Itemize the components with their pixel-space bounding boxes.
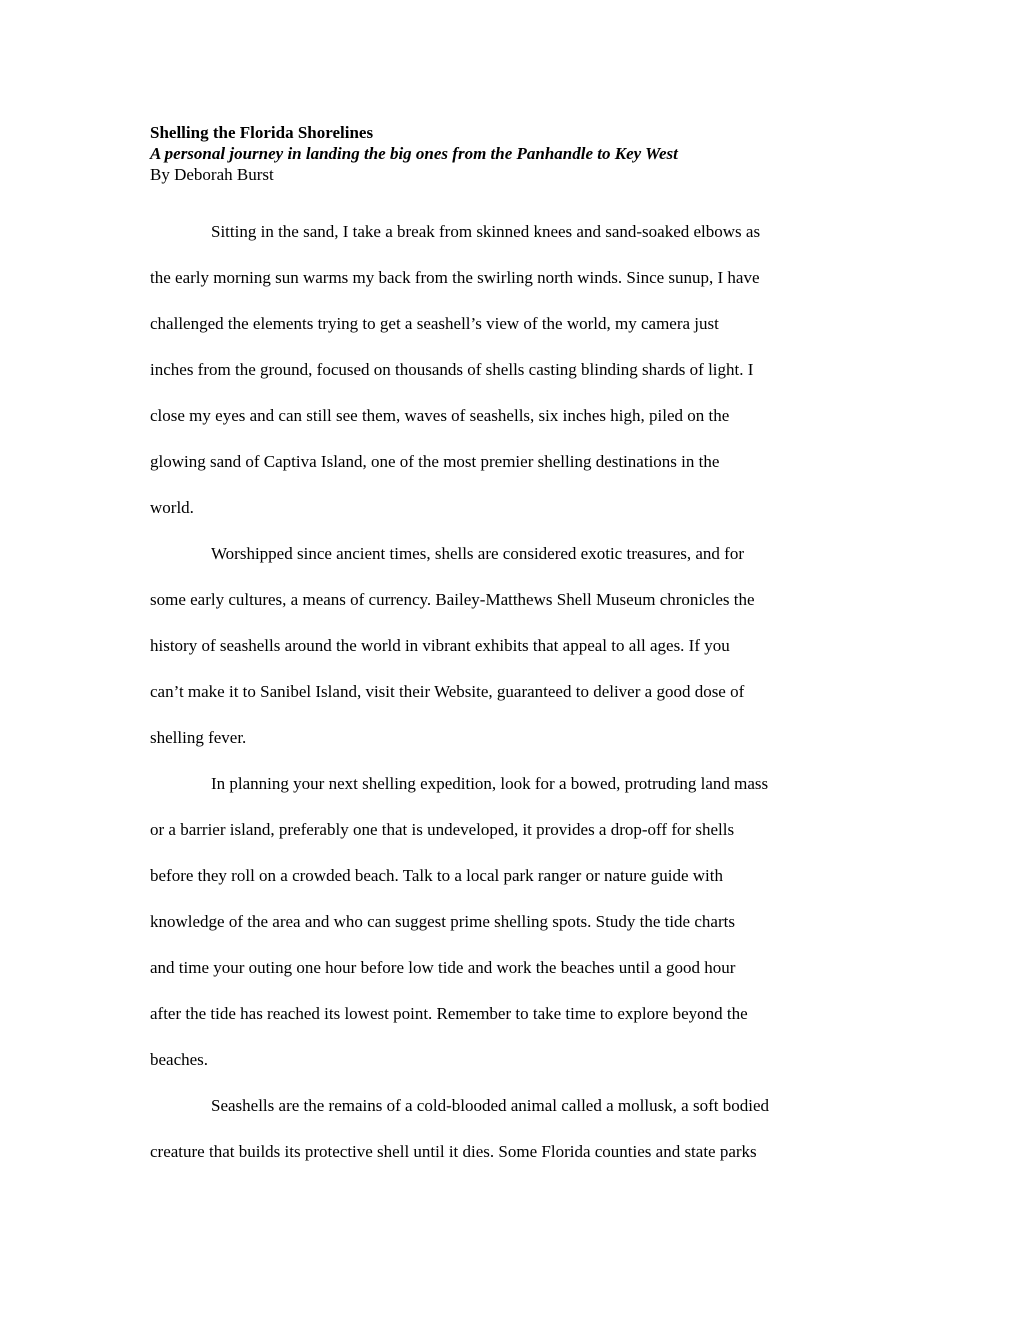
text-line: some early cultures, a means of currency. Bailey-Matthews Shell Museum chronicles the [150,590,755,609]
byline: By Deborah Burst [150,165,274,184]
text-line: before they roll on a crowded beach. Talk to a local park ranger or nature guide with [150,866,723,885]
text-line: In planning your next shelling expedition, look for a bowed, protruding land mass [211,774,769,793]
text-line: and time your outing one hour before low tide and work the beaches until a good hour [150,958,736,977]
text-line: inches from the ground, focused on thousands of shells casting blinding shards of light. I [150,360,754,379]
text-line: shelling fever. [150,728,247,747]
article-text [150,209,875,1175]
text-line: beaches. [150,1050,209,1069]
text-line: Worshipped since ancient times, shells are considered exotic treasures, and for [211,544,745,563]
text-line: creature that builds its protective shell until it dies. Some Florida counties and state parks [150,1142,757,1161]
paragraph-2 [150,531,875,761]
header-block [150,122,875,185]
text-line: or a barrier island, preferably one that is undeveloped, it provides a drop-off for shells [150,820,735,839]
document-body [150,122,875,1175]
text-line: the early morning sun warms my back from the swirling north winds. Since sunup, I have [150,268,760,287]
text-line: after the tide has reached its lowest point. Remember to take time to explore beyond the [150,1004,748,1023]
text-line: history of seashells around the world in vibrant exhibits that appeal to all ages. If you [150,636,730,655]
text-line: knowledge of the area and who can suggest prime shelling spots. Study the tide charts [150,912,735,931]
document-subtitle: A personal journey in landing the big ones from the Panhandle to Key West [150,144,678,163]
text-line: Seashells are the remains of a cold-blooded animal called a mollusk, a soft bodied [211,1096,769,1115]
text-line: Sitting in the sand, I take a break from skinned knees and sand-soaked elbows as [211,222,761,241]
document-title: Shelling the Florida Shorelines [150,123,374,142]
text-line: challenged the elements trying to get a seashell’s view of the world, my camera just [150,314,719,333]
text-line: can’t make it to Sanibel Island, visit their Website, guaranteed to deliver a good dose of [150,682,745,701]
text-line: close my eyes and can still see them, waves of seashells, six inches high, piled on the [150,406,730,425]
paragraph-3 [150,761,875,1083]
paragraph-1 [150,209,875,531]
paragraph-4 [150,1083,875,1175]
text-line: world. [150,498,194,517]
text-line: glowing sand of Captiva Island, one of the most premier shelling destinations in the [150,452,720,471]
